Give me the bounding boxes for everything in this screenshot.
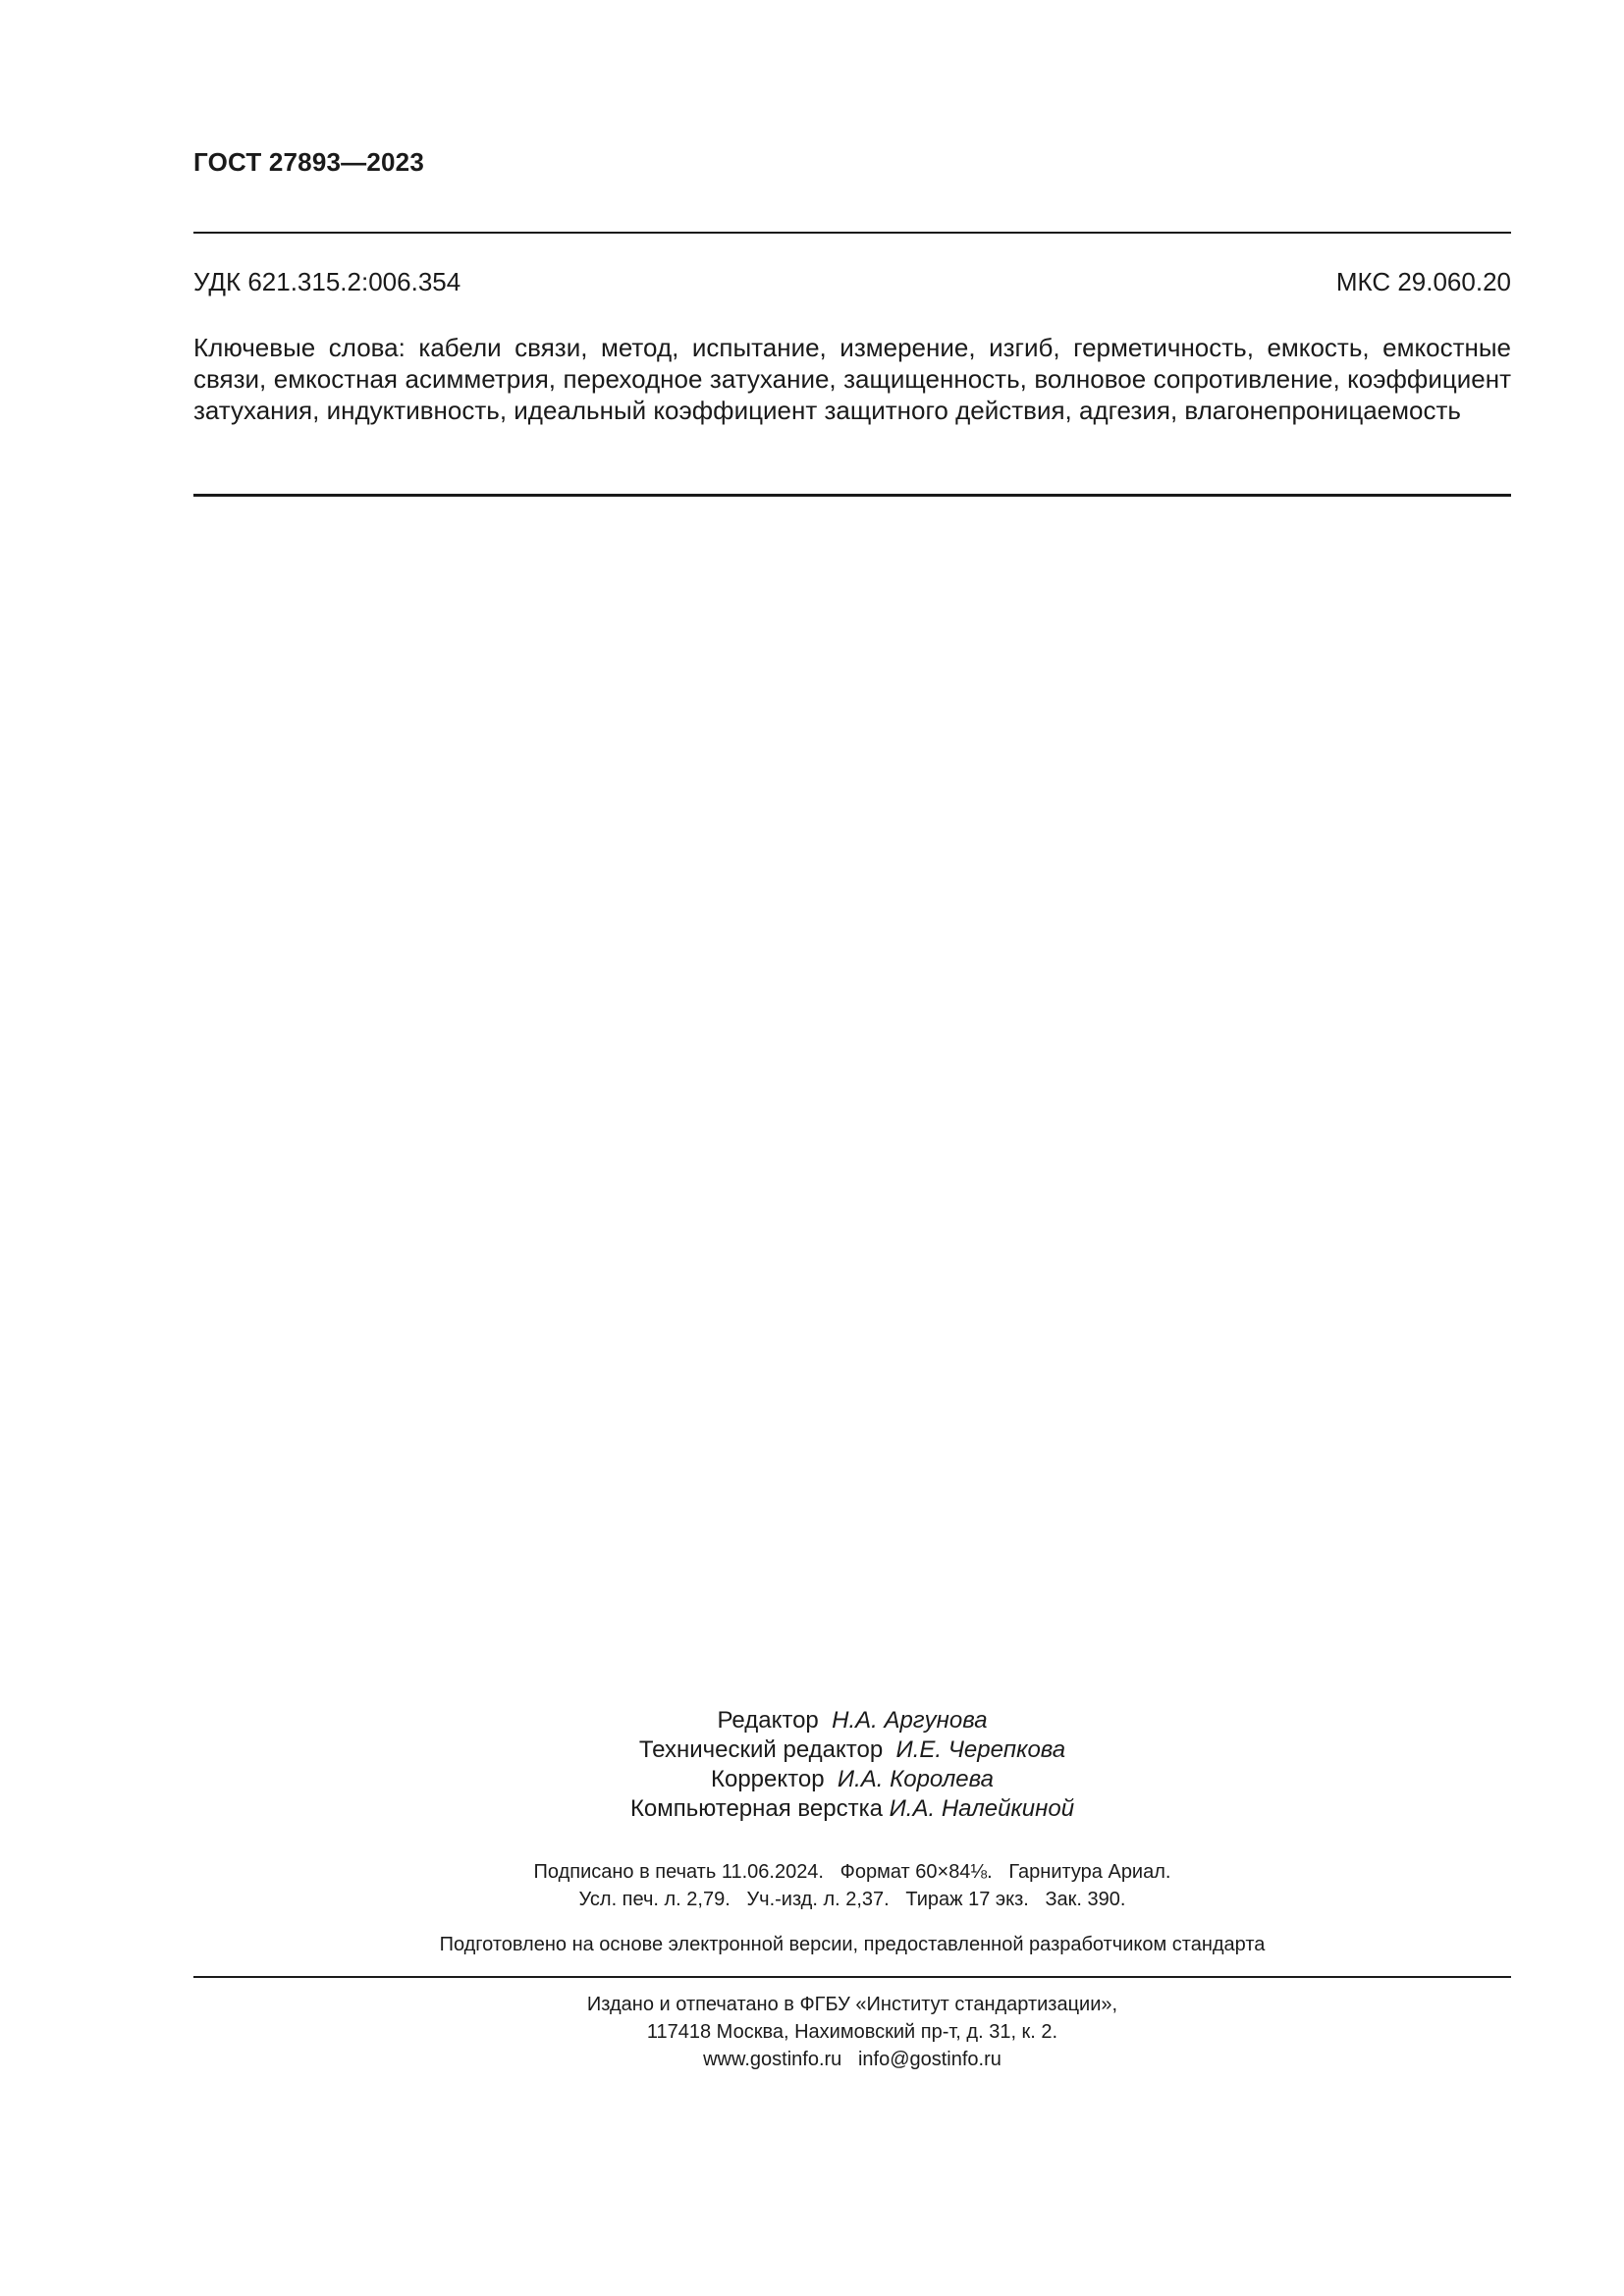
credit-person: И.А. Налейкиной [889,1795,1075,1822]
credit-role: Технический редактор [638,1736,884,1763]
keywords-divider [193,494,1511,497]
bottom-divider [193,1976,1511,1978]
print-info-block [193,1858,1511,1913]
website-link[interactable]: www.gostinfo.ru [703,2049,842,2070]
credit-role: Редактор [717,1707,819,1734]
email-link[interactable]: info@gostinfo.ru [857,2049,1001,2070]
mks-code: МКС 29.060.20 [1335,267,1511,296]
prepared-note: Подготовлено на основе электронной версии, предоставленной разработчиком стандарта [439,1934,1266,1955]
credit-person: И.Е. Черепкова [895,1736,1066,1763]
credit-person: И.А. Королева [837,1766,994,1792]
credit-role: Компьютерная верстка [629,1795,883,1822]
publisher-block [193,1991,1511,2073]
keywords-paragraph: Ключевые слова: кабели связи, метод, испытание, измерение, изгиб, герметичность, емкость, емкостные связи, емкостная асимметрия, переходное затухание, защищенность, волновое сопротивление, коэффициент затухания, индуктивность, идеальный коэффициент защитного действия, адгезия, влагонепроницаемость [193,333,1511,425]
credit-corrector [193,1765,1511,1794]
standard-code-header: ГОСТ 27893—2023 [193,147,424,177]
credit-editor [193,1706,1511,1735]
top-divider [193,232,1511,234]
credit-technical-editor [193,1735,1511,1765]
credit-role: Корректор [711,1766,825,1792]
publisher-address: 117418 Москва, Нахимовский пр-т, д. 31, к. 2. [646,2021,1058,2043]
credits-block [193,1706,1511,1824]
credit-person: Н.А. Аргунова [832,1707,988,1734]
print-info-line: Подписано в печать 11.06.2024. Формат 60×84⅛. Гарнитура Ариал. [533,1861,1171,1883]
udc-code: УДК 621.315.2:006.354 [193,267,461,296]
publisher-contacts [193,2046,1511,2073]
print-info-line: Усл. печ. л. 2,79. Уч.-изд. л. 2,37. Тираж 17 экз. Зак. 390. [578,1889,1126,1910]
publisher-line: Издано и отпечатано в ФГБУ «Институт стандартизации», [586,1994,1118,2015]
credit-layout [193,1794,1511,1824]
